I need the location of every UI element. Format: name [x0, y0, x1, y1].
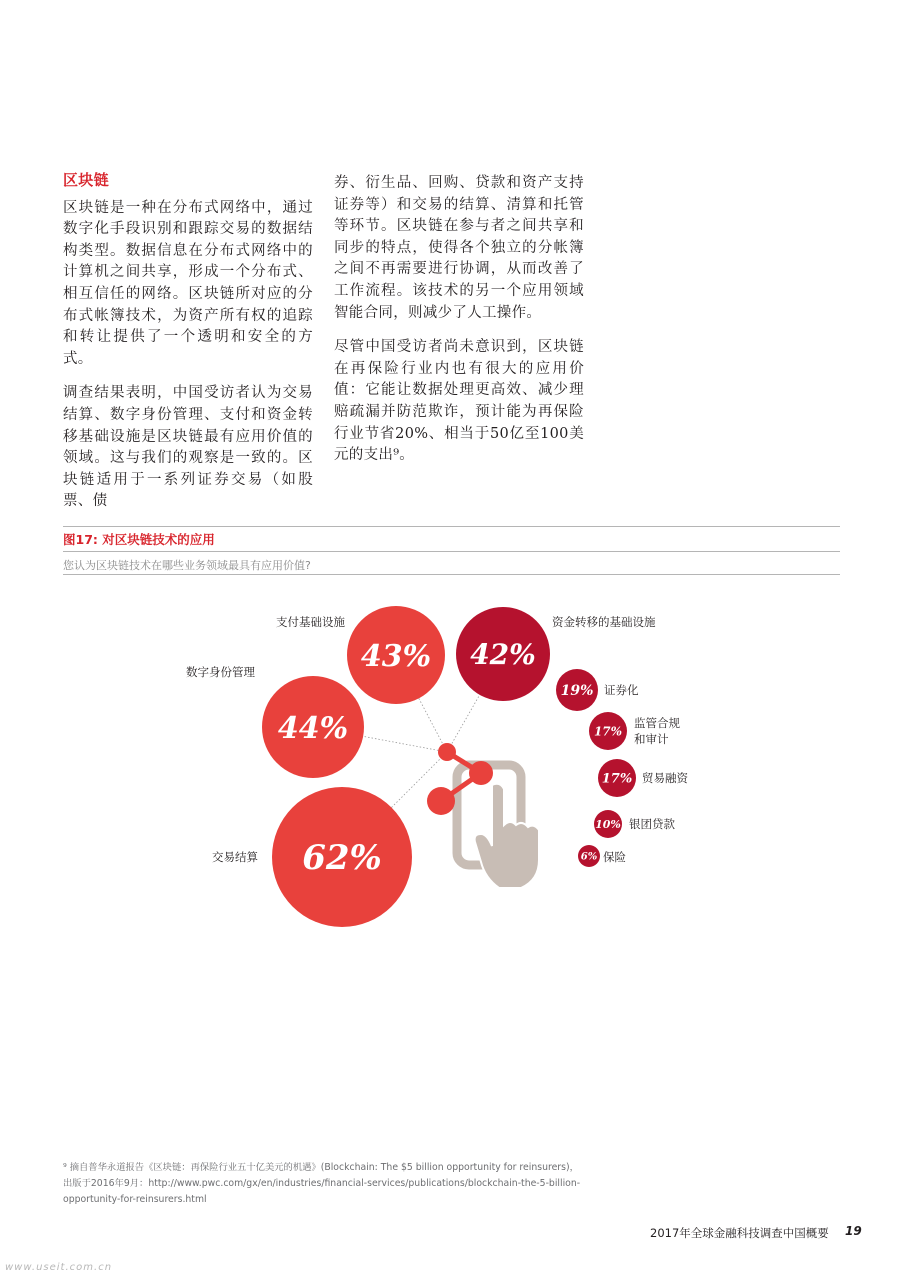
bubble-label: 贸易融资	[642, 771, 688, 785]
paragraph: 券、衍生品、回购、贷款和资产支持证券等）和交易的结算、清算和托管等环节。区块链在参与者之间共享和同步的特点，使得各个独立的分帐簿之间不再需要进行协调，从而改善了工作流程。该技术的另一个应用领域智能合同，则减少了人工操作。	[334, 175, 584, 321]
bubble-label: 证券化	[604, 683, 639, 697]
bubble-value: 44%	[277, 710, 349, 746]
paragraph: 调查结果表明，中国受访者认为交易结算、数字身份管理、支付和资金转移基础设施是区块链最有应用价值的领域。这与我们的观察是一致的。区块链适用于一系列证券交易（如股票、债	[63, 385, 313, 510]
left-text-column	[63, 170, 313, 526]
section-title: 区块链	[63, 171, 109, 189]
footnote-text: 摘自普华永道报告《区块链：再保险行业五十亿美元的机遇》(Blockchain: The $5 billion opportunity for reinsurers)，出版于2016年9月：http://www.pwc.com/gx/en/industries/financial-services/publications/blockchain-the-5-billion-opportunity-for-reinsurers.html	[63, 1162, 581, 1205]
bubble-label: 银团贷款	[629, 817, 675, 831]
bubble-group	[186, 606, 688, 927]
page-number: 19	[845, 1224, 862, 1238]
bubble-label: 监管合规和审计	[634, 716, 680, 746]
footer-title: 2017年全球金融科技调查中国概要	[650, 1226, 829, 1240]
figure-question: 您认为区块链技术在哪些业务领域最具有应用价值?	[63, 559, 311, 572]
paragraph: 尽管中国受访者尚未意识到，区块链在再保险行业内也有很大的应用价值：它能让数据处理更高效、减少理赔疏漏并防范欺诈，预计能为再保险行业节省20%、相当于50亿至100美元的支出⁹。	[334, 339, 584, 464]
figure-title: 图17: 对区块链技术的应用	[63, 532, 215, 547]
paragraph: 区块链是一种在分布式网络中，通过数字化手段识别和跟踪交易的数据结构类型。数据信息在分布式网络中的计算机之间共享，形成一个分布式、相互信任的网络。区块链所对应的分布式帐簿技术，为资产所有权的追踪和转让提供了一个透明和安全的方式。	[63, 199, 313, 367]
bubble-label: 数字身份管理	[186, 665, 255, 679]
footnote-marker: ⁹	[63, 1162, 67, 1173]
bubble-value: 19%	[560, 683, 594, 700]
bubble-value: 17%	[601, 771, 633, 787]
bubble-value: 42%	[470, 638, 536, 672]
bubble-label: 资金转移的基础设施	[552, 615, 656, 629]
footnote	[63, 1160, 583, 1208]
bubble-value: 62%	[302, 838, 382, 879]
bubble-value: 43%	[360, 638, 432, 674]
figure-top-rule	[63, 526, 840, 527]
watermark: www.useit.com.cn	[5, 1262, 113, 1273]
bubble-value: 17%	[593, 724, 623, 739]
bubble-value: 10%	[595, 817, 621, 831]
bubble-label: 支付基础设施	[276, 615, 345, 629]
bubble-label: 交易结算	[212, 850, 258, 864]
bubble-label: 保险	[603, 850, 626, 864]
figure-question-rule	[63, 574, 840, 575]
right-text-column	[334, 173, 584, 480]
bubble-chart	[0, 580, 905, 940]
bubble-value: 6%	[580, 851, 598, 863]
figure-title-rule	[63, 551, 840, 552]
